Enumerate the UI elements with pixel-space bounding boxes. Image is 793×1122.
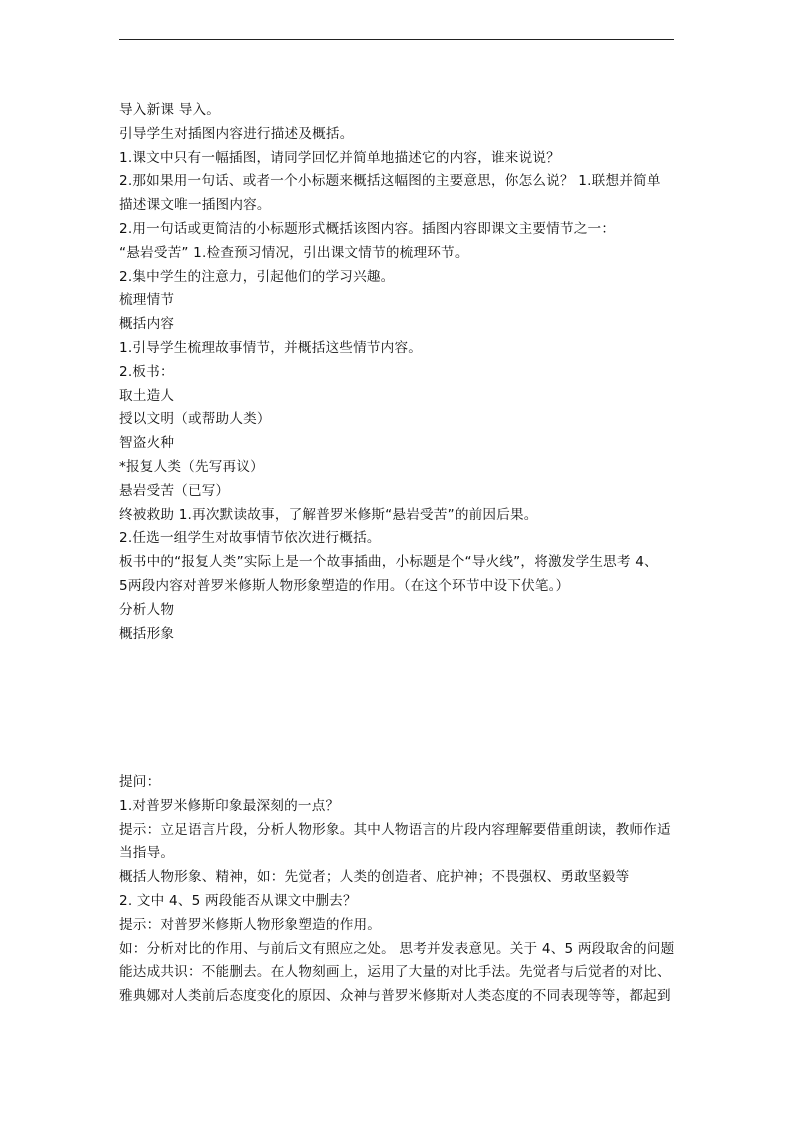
text-line: 板书中的“报复人类”实际上是一个故事插曲，小标题是个“导火线”，将激发学生思考 4、 <box>119 554 658 571</box>
header-rule <box>119 39 674 40</box>
text-line: 提示：对普罗米修斯人物形象塑造的作用。 <box>119 916 382 933</box>
board-item: 授以文明（或帮助人类） <box>119 411 271 428</box>
text-line: 导入新课 导入。 <box>119 102 221 118</box>
section-heading: 分析人物 <box>119 601 175 618</box>
text-line: 描述课文唯一插图内容。 <box>119 197 271 214</box>
section-heading: 梳理情节 <box>119 292 175 309</box>
text-line: 2.用一句话或更简洁的小标题形式概括该图内容。插图内容即课文主要情节之一： <box>119 220 616 237</box>
board-item: 取土造人 <box>119 387 175 404</box>
text-line: “悬岩受苦” 1.检查预习情况，引出课文情节的梳理环节。 <box>119 244 469 261</box>
text-line: 1.对普罗米修斯印象最深刻的一点？ <box>119 797 340 814</box>
text-line: 雅典娜对人类前后态度变化的原因、众神与普罗米修斯对人类态度的不同表现等等，都起到 <box>119 988 671 1005</box>
text-line: 2.任选一组学生对故事情节依次进行概括。 <box>119 530 381 547</box>
text-block-character-analysis <box>119 771 679 1009</box>
text-line: 概括人物形象、精神，如：先觉者；人类的创造者、庇护神；不畏强权、勇敢坚毅等 <box>119 869 630 886</box>
text-line: 2.集中学生的注意力，引起他们的学习兴趣。 <box>119 268 395 285</box>
text-line: 1.课文中只有一幅插图，请同学回忆并简单地描述它的内容，谁来说说？ <box>119 149 560 166</box>
text-line: 2. 文中 4、5 两段能否从课文中删去？ <box>119 892 357 909</box>
text-line: 2.那如果用一句话、或者一个小标题来概括这幅图的主要意思，你怎么说？ 1.联想并简单 <box>119 173 661 190</box>
text-line: 如：分析对比的作用、与前后文有照应之处。 思考并发表意见。关于 4、5 两段取舍的问题 <box>119 940 675 957</box>
text-line: 2.板书： <box>119 363 174 380</box>
text-line: 引导学生对插图内容进行描述及概括。 <box>119 125 354 142</box>
text-line: 能达成共识：不能删去。在人物刻画上，运用了大量的对比手法。先觉者与后觉者的对比、 <box>119 964 671 981</box>
text-line: 1.引导学生梳理故事情节，并概括这些情节内容。 <box>119 339 423 356</box>
text-line: 5两段内容对普罗米修斯人物形象塑造的作用。（在这个环节中设下伏笔。） <box>119 577 570 594</box>
text-line: 当指导。 <box>119 845 175 862</box>
text-block-lesson-intro <box>119 99 679 646</box>
section-heading: 概括形象 <box>119 625 175 642</box>
board-item: *报复人类（先写再议） <box>119 458 264 475</box>
text-line: 终被救助 1.再次默读故事，了解普罗米修斯“悬岩受苦”的前因后果。 <box>119 506 538 523</box>
board-item: 悬岩受苦（已写） <box>119 482 230 499</box>
section-heading: 概括内容 <box>119 316 175 333</box>
board-item: 智盗火种 <box>119 435 175 452</box>
text-line: 提示：立足语言片段，分析人物形象。其中人物语言的片段内容理解要借重朗读，教师作适 <box>119 821 671 838</box>
text-line: 提问： <box>119 774 161 790</box>
